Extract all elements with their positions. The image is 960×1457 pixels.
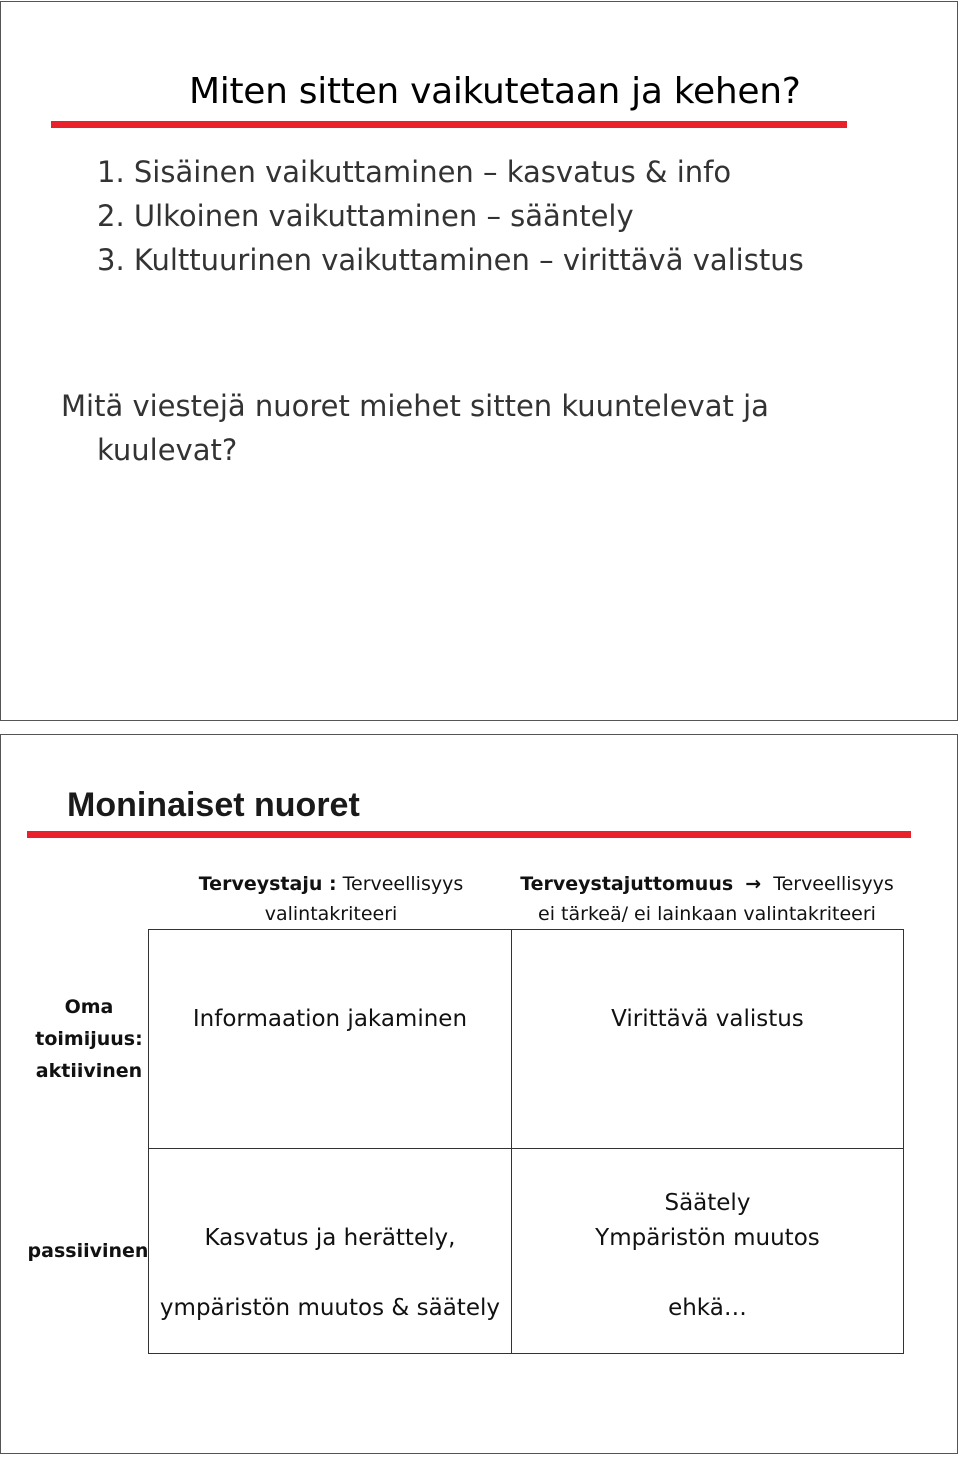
- column-header-line2: ei tärkeä/ ei lainkaan valintakriteeri: [538, 903, 876, 925]
- list-item: 2. Ulkoinen vaikuttaminen – sääntely: [97, 199, 634, 233]
- row-label-line: toimijuus:: [35, 1028, 143, 1050]
- column-header-terveystajuttomuus: [506, 869, 908, 929]
- title-underline: [51, 121, 847, 128]
- column-header-terveystaju: [161, 869, 501, 929]
- cell-text: Säätely: [664, 1189, 751, 1216]
- influence-list: [97, 150, 804, 282]
- slide-2-title: Moninaiset nuoret: [67, 786, 360, 824]
- arrow-right-icon: →: [745, 873, 762, 895]
- question-text: Mitä viestejä nuoret miehet sitten kuuntelevat ja kuulevat?: [61, 389, 769, 467]
- table-cell: [149, 1148, 512, 1354]
- list-item: 1. Sisäinen vaikuttaminen – kasvatus & info: [97, 155, 732, 189]
- cell-text: Kasvatus ja herättely,: [204, 1224, 456, 1251]
- cell-text: ehkä…: [668, 1294, 747, 1321]
- column-header-text: Terveellisyys: [342, 873, 464, 895]
- row-label-line: Oma: [64, 996, 114, 1018]
- column-header-bold: Terveystaju :: [198, 873, 337, 895]
- slide-1-title: Miten sitten vaikutetaan ja kehen?: [189, 71, 801, 112]
- table-cell: [511, 1148, 903, 1354]
- slide-1: [0, 1, 958, 721]
- title-underline: [27, 831, 911, 838]
- row-label-aktiivinen: [29, 991, 149, 1087]
- slide-2: [0, 734, 958, 1454]
- table-row: [149, 930, 904, 1149]
- column-header-text: Terveellisyys: [773, 873, 894, 895]
- column-header-line2: valintakriteeri: [264, 903, 398, 925]
- row-label-passiivinen: [23, 1235, 153, 1267]
- table-cell: [149, 930, 512, 1149]
- cell-text: Ympäristön muutos: [595, 1224, 820, 1251]
- table-row: [149, 1148, 904, 1354]
- row-label-line: passiivinen: [27, 1240, 149, 1262]
- matrix-table: [148, 929, 904, 1354]
- list-item: 3. Kulttuurinen vaikuttaminen – virittävä valistus: [97, 243, 804, 277]
- column-header-bold: Terveystajuttomuus: [520, 873, 734, 895]
- table-cell: [511, 930, 903, 1149]
- cell-text: Virittävä valistus: [611, 1006, 804, 1032]
- cell-text: ympäristön muutos & säätely: [159, 1294, 500, 1321]
- row-label-line: aktiivinen: [35, 1060, 143, 1082]
- cell-text: Informaation jakaminen: [192, 1006, 468, 1032]
